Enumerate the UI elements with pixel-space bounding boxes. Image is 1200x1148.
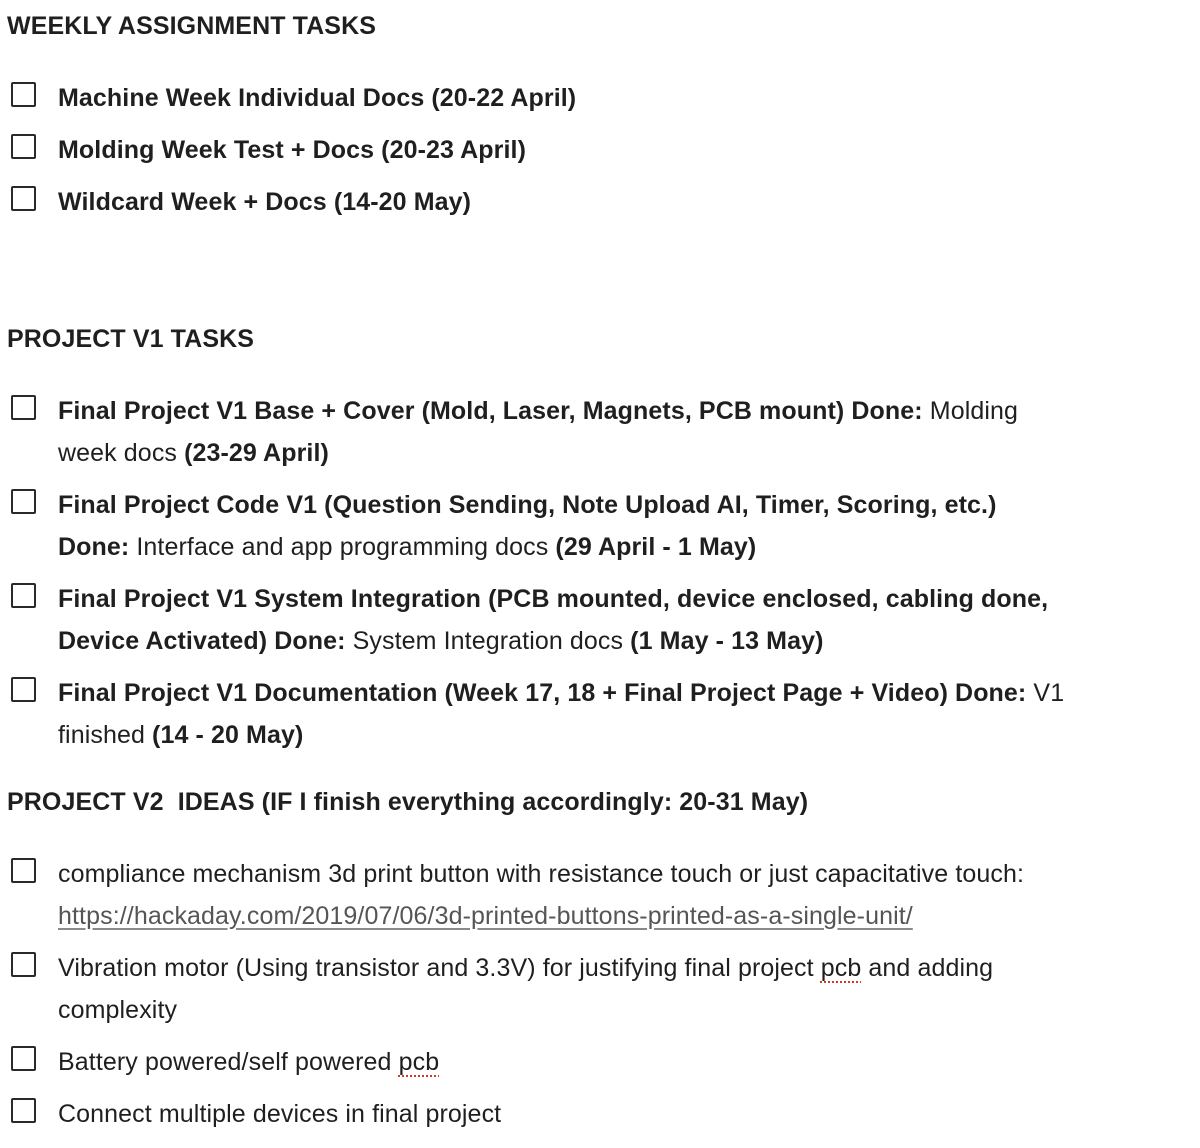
weekly-tasks-heading: WEEKLY ASSIGNMENT TASKS <box>7 12 377 40</box>
todo-item <box>11 181 1171 223</box>
todo-text[interactable] <box>58 181 1171 223</box>
todo-item <box>11 1041 1171 1083</box>
todo-item <box>11 1093 1171 1135</box>
todo-checkbox[interactable] <box>11 489 36 514</box>
todo-text[interactable] <box>58 1041 1171 1083</box>
todo-text[interactable] <box>58 947 1171 1031</box>
todo-text-line: Final Project Code V1 (Question Sending, Note Upload AI, Timer, Scoring, etc.) <box>58 491 997 519</box>
todo-text-line: compliance mechanism 3d print button with resistance touch or just capacitative touch: <box>58 860 1025 888</box>
hackaday-link[interactable]: https://hackaday.com/2019/07/06/3d-printed-buttons-printed-as-a-single-unit/ <box>58 902 913 930</box>
todo-text-line: Done: Interface and app programming docs (29 April - 1 May) <box>58 533 757 561</box>
todo-item <box>11 578 1171 662</box>
todo-item <box>11 390 1171 474</box>
todo-text-line: week docs (23-29 April) <box>58 439 329 467</box>
todo-text[interactable] <box>58 578 1171 662</box>
todo-text[interactable] <box>58 129 1171 171</box>
todo-text[interactable] <box>58 672 1171 756</box>
todo-checkbox[interactable] <box>11 82 36 107</box>
todo-text-line: Vibration motor (Using transistor and 3.3V) for justifying final project pcb and adding <box>58 954 994 982</box>
todo-checkbox[interactable] <box>11 677 36 702</box>
todo-text[interactable] <box>58 390 1171 474</box>
todo-text-line: Battery powered/self powered pcb <box>58 1048 440 1076</box>
todo-text[interactable] <box>58 77 1171 119</box>
todo-item <box>11 77 1171 119</box>
todo-text-line: Wildcard Week + Docs (14-20 May) <box>58 188 472 216</box>
todo-text-line: Final Project V1 Documentation (Week 17, 18 + Final Project Page + Video) Done: V1 <box>58 679 1065 707</box>
todo-text[interactable] <box>58 853 1171 937</box>
todo-text-line: Device Activated) Done: System Integration docs (1 May - 13 May) <box>58 627 824 655</box>
todo-item <box>11 129 1171 171</box>
todo-item <box>11 484 1171 568</box>
todo-text-line: Final Project V1 Base + Cover (Mold, Laser, Magnets, PCB mount) Done: Molding <box>58 397 1019 425</box>
todo-item <box>11 853 1171 937</box>
todo-text[interactable] <box>58 1093 1171 1135</box>
todo-text-line: Molding Week Test + Docs (20-23 April) <box>58 136 527 164</box>
todo-text-line: Final Project V1 System Integration (PCB mounted, device enclosed, cabling done, <box>58 585 1049 613</box>
todo-checkbox[interactable] <box>11 858 36 883</box>
todo-text-line: Machine Week Individual Docs (20-22 April) <box>58 84 577 112</box>
todo-text-line: finished (14 - 20 May) <box>58 721 304 749</box>
todo-text-line <box>58 895 1171 937</box>
project-v1-heading: PROJECT V1 TASKS <box>7 325 255 353</box>
todo-checkbox[interactable] <box>11 395 36 420</box>
todo-checkbox[interactable] <box>11 1046 36 1071</box>
todo-text-line: Connect multiple devices in final project <box>58 1100 502 1128</box>
spellcheck-word[interactable]: pcb <box>398 1048 440 1076</box>
todo-checkbox[interactable] <box>11 1098 36 1123</box>
todo-text[interactable] <box>58 484 1171 568</box>
todo-item <box>11 947 1171 1031</box>
todo-checkbox[interactable] <box>11 583 36 608</box>
project-v2-heading: PROJECT V2 IDEAS (IF I finish everything accordingly: 20-31 May) <box>7 788 809 816</box>
spellcheck-word[interactable]: pcb <box>820 954 862 982</box>
todo-checkbox[interactable] <box>11 186 36 211</box>
todo-checkbox[interactable] <box>11 952 36 977</box>
todo-checkbox[interactable] <box>11 134 36 159</box>
todo-item <box>11 672 1171 756</box>
todo-text-line: complexity <box>58 996 178 1024</box>
